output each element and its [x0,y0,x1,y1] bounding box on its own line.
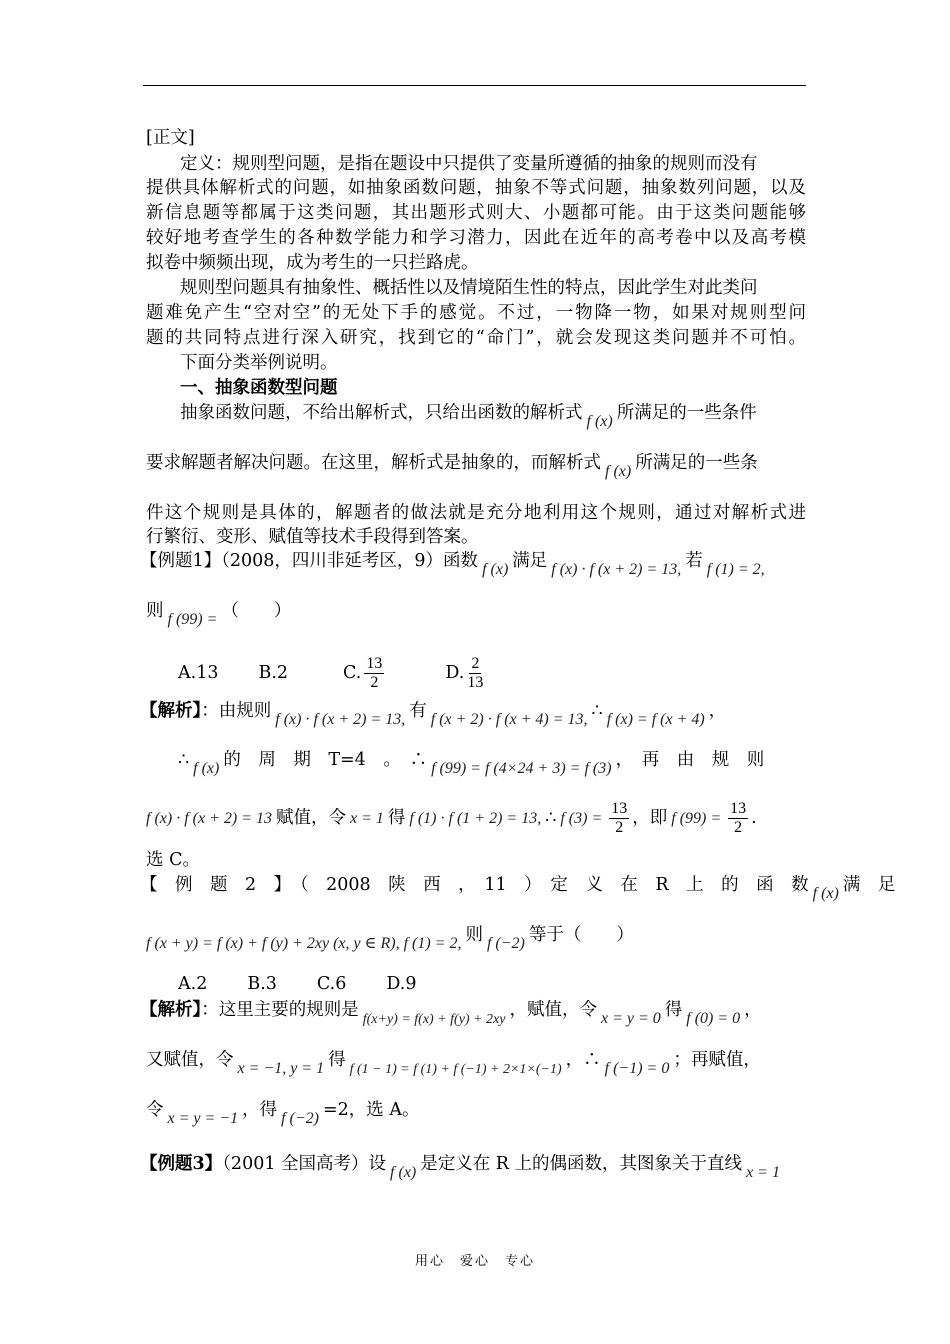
choice-c: C. [343,663,362,683]
solution-1-line: f (x) · f (x + 2) = 13 赋值，令 x = 1 得 f (1) · f (1 + 2) = 13, ∴ f (3) = $\frac{13}{2}$ ，即 f (99) = $\frac{13}{2}$ . [146,800,757,836]
intro-line: 提供具体解析式的问题，如抽象函数问题，抽象不等式问题，抽象数列问题，以及 [146,178,806,198]
intro-line: 下面分类举例说明。 [180,353,338,373]
page-footer: 用心 爱心 专心 [414,1254,535,1269]
fraction-c: $\frac{13}{2}$ [366,655,383,691]
section-heading: 一、抽象函数型问题 [180,378,338,398]
example-1-choices [178,653,486,693]
choice-b: B.3 [247,974,277,994]
choice-d: D.9 [386,974,417,994]
choice-d: D. [445,663,465,683]
section-tag: [正文] [146,128,195,148]
solution-1-line: 【解析】：由规则 f (x) · f (x + 2) = 13, 有 f (x + 2) · f (x + 4) = 13, ∴ f (x) = f (x + 4) ， [140,701,727,728]
section-line: 抽象函数问题，不给出解析式，只给出函数的解析式 f (x) 所满足的一些条件 [180,403,757,430]
intro-line: 题的共同特点进行深入研究，找到它的“命门”，就会发现这类问题并不可怕。 [146,328,806,348]
choice-a: A.13 [178,663,219,683]
solution-1-answer: 选 C。 [146,850,200,870]
solution-1-line: ∴ f (x) 的 周 期 T=4 。 ∴ f (99) = f (4×24 + 3) = f (3) ， 再 由 规 则 [178,750,765,777]
intro-line: 定义：规则型问题，是指在题设中只提供了变量所遵循的抽象的规则而没有 [180,154,758,174]
example-3-statement: 【例题3】（2001 全国高考）设 f (x) 是定义在 R 上的偶函数，其图象关于直线 x = 1 [140,1154,780,1181]
section-line: 要求解题者解决问题。在这里，解析式是抽象的，而解析式 f (x) 所满足的一些条 [146,453,758,480]
solution-2-line: 令 x = y = −1 ，得 f (−2) =2，选 A。 [146,1100,420,1127]
intro-line: 新信息题等都属于这类问题，其出题形式则大、小题都可能。由于这类问题能够 [146,203,806,223]
fraction-d: $\frac{2}{13}$ [467,655,484,691]
intro-line: 规则型问题具有抽象性、概括性以及情境陌生性的特点，因此学生对此类问 [180,278,758,298]
solution-2-line: 又赋值，令 x = −1, y = 1 得 $_{f (1 - 1) = f (1) + f (-1) + 2\times 1\times(-1)}$ ，∴ f (−1) = 0 ；再赋值， [146,1050,761,1077]
example-1-question: 则 f (99) = （ ） [146,601,292,628]
example-1-statement: 【例题1】（2008，四川非延考区，9）函数 f (x) 满足 f (x) · f (x + 2) = 13, 若 f (1) = 2, [140,551,765,578]
intro-line: 较好地考查学生的各种数学能力和学习潜力，因此在近年的高考卷中以及高考模 [146,228,806,248]
solution-2-line: 【解析】：这里主要的规则是 $_{f(x+y) = f(x) + f(y) + 2xy}$ ，赋值，令 x = y = 0 得 f (0) = 0 ， [140,1000,762,1027]
fraction: $\frac{13}{2}$ [730,800,747,836]
intro-line: 拟卷中频频出现，成为考生的一只拦路虎。 [146,253,479,273]
example-2-statement: f (x + y) = f (x) + f (y) + 2xy (x, y ∈ R), f (1) = 2, 则 f (−2) 等于（ ） [146,925,634,952]
intro-line: 题难免产生“空对空”的无处下手的感觉。不过，一物降一物，如果对规则型问 [146,303,806,323]
section-line: 行繁衍、变形、赋值等技术手段得到答案。 [146,527,479,547]
choice-c: C.6 [316,974,347,994]
example-2-choices [178,972,416,996]
header-rule [143,85,806,86]
choice-b: B.2 [258,663,289,683]
fraction: $\frac{13}{2}$ [611,800,628,836]
choice-a: A.2 [178,974,208,994]
example-2-statement: 【 例 题 2 】 （ 2008 陕 西 ， 11 ） 定 义 在 R 上 的 函 数 f (x) 满 足 [140,875,896,902]
section-line: 件这个规则是具体的，解题者的做法就是充分地利用这个规则，通过对解析式进 [146,503,806,523]
